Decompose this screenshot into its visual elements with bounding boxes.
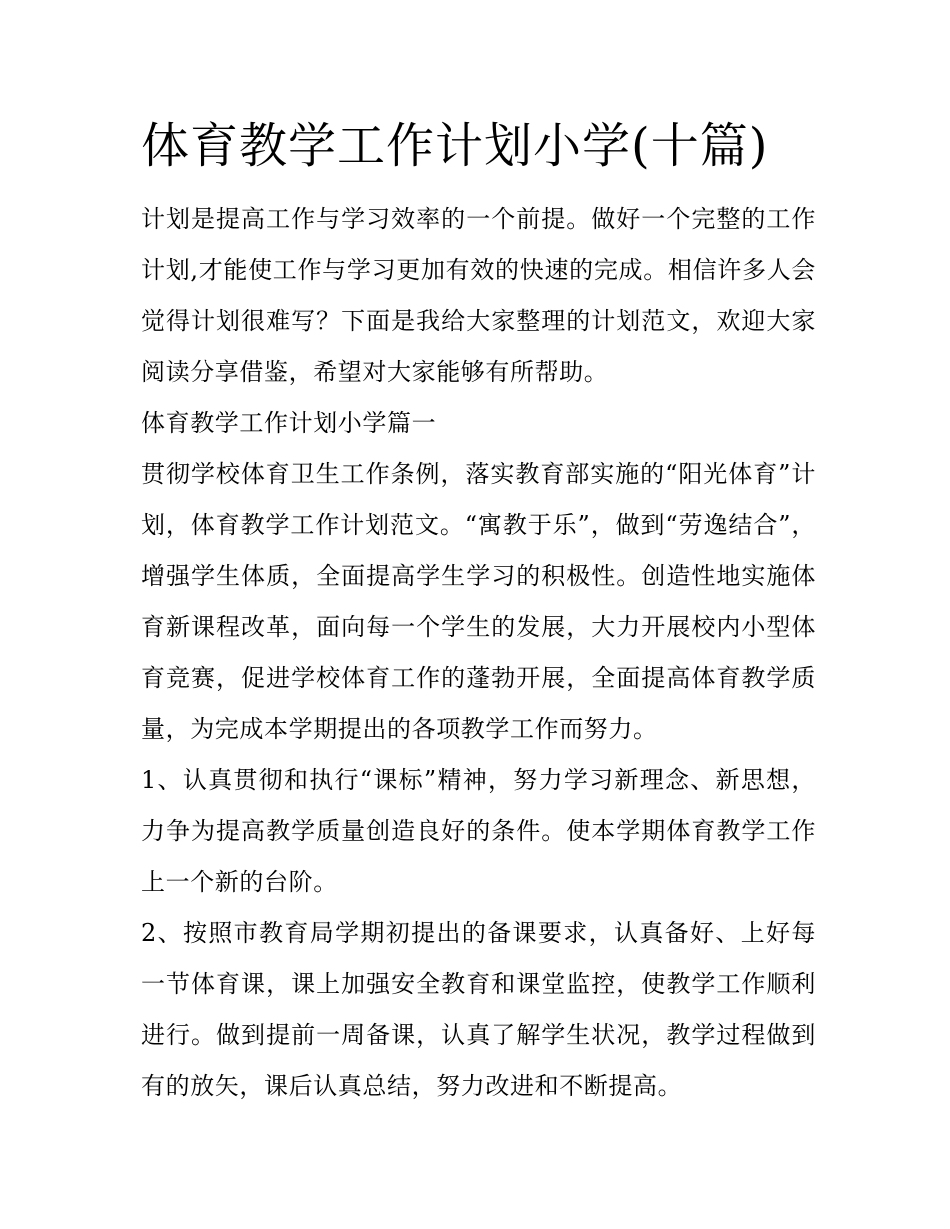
section-heading: 体育教学工作计划小学篇一 [141,409,437,437]
intro-paragraph: 计划是提高工作与学习效率的一个前提。做好一个完整的工作计划,才能使工作与学习更加有效的快速的完成。相信许多人会觉得计划很难写？下面是我给大家整理的计划范文，欢迎大家阅读分享借鉴，希望对大家能够有所帮助。 [141,205,816,386]
list-item-2: 2、按照市教育局学期初提出的备课要求，认真备好、上好每一节体育课，课上加强安全教育和课堂监控，使教学工作顺利进行。做到提前一周备课，认真了解学生状况，教学过程做到有的放矢，课后认真总结，努力改进和不断提高。 [141,919,816,1100]
list-item-1: 1、认真贯彻和执行“课标”精神，努力学习新理念、新思想，力争为提高教学质量创造良好的条件。使本学期体育教学工作上一个新的台阶。 [141,766,816,896]
document-page [141,108,816,1112]
document-title: 体育教学工作计划小学(十篇) [141,118,769,174]
body-paragraph: 贯彻学校体育卫生工作条例，落实教育部实施的“阳光体育”计划，体育教学工作计划范文。“寓教于乐”，做到“劳逸结合”，增强学生体质，全面提高学生学习的积极性。创造性地实施体育新课程改革，面向每一个学生的发展，大力开展校内小型体育竞赛，促进学校体育工作的蓬勃开展，全面提高体育教学质量，为完成本学期提出的各项教学工作而努力。 [141,460,816,743]
